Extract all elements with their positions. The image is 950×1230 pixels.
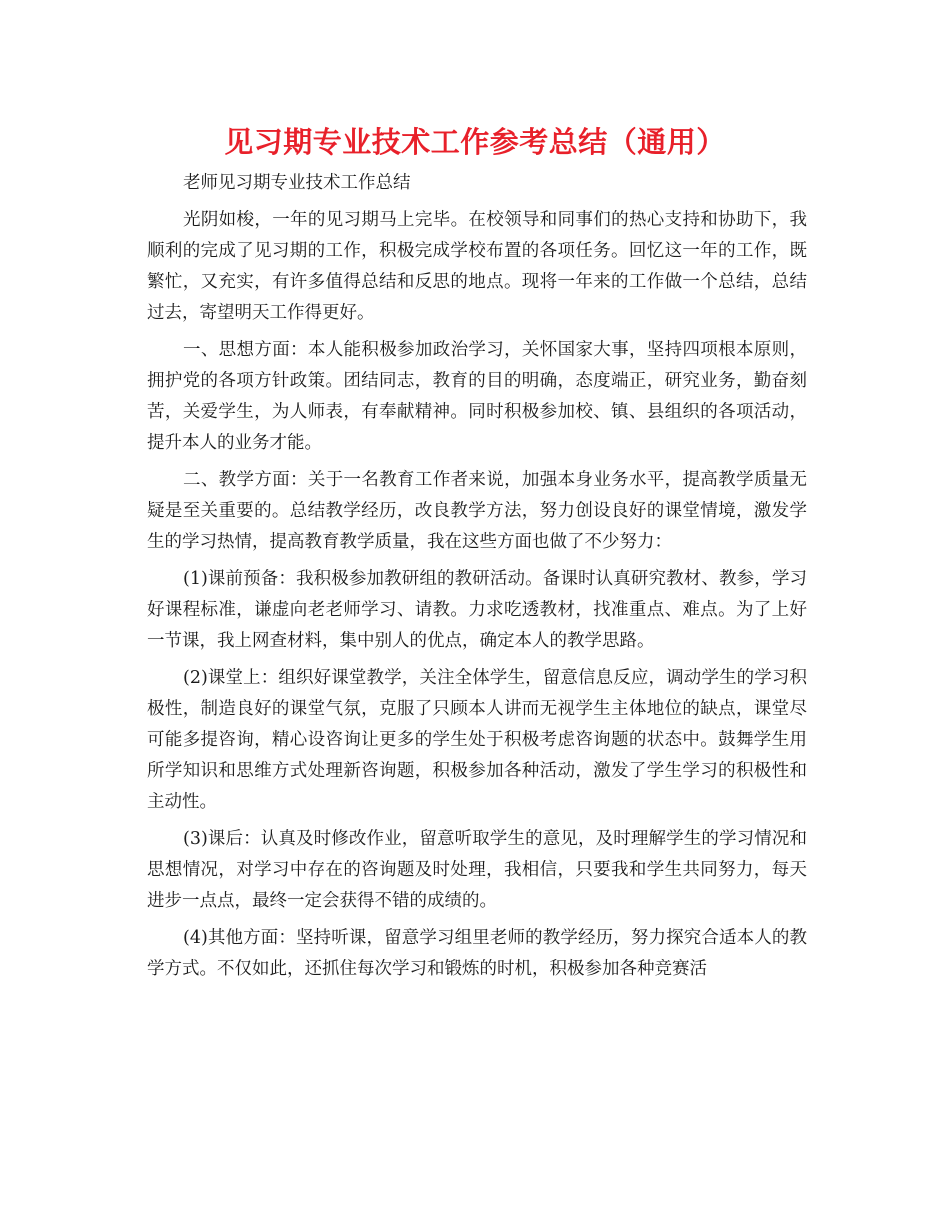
paragraph-in-class: (2)课堂上：组织好课堂教学，关注全体学生，留意信息反应，调动学生的学习积极性，制造良好的课堂气氛，克服了只顾本人讲而无视学生主体地位的缺点，课堂尽可能多提咨询，精心设咨询让更多的学生处于积极考虑咨询题的状态中。鼓舞学生用所学知识和思维方式处理新咨询题，积极参加各种活动，激发了学生学习的积极性和主动性。 <box>147 668 807 812</box>
document-body <box>147 168 807 991</box>
paragraph-teaching: 二、教学方面：关于一名教育工作者来说，加强本身业务水平，提高教学质量无疑是至关重要的。总结教学经历，改良教学方法，努力创设良好的课堂情境，激发学生的学习热情，提高教育教学质量，我在这些方面也做了不少努力： <box>147 470 807 552</box>
paragraph-lesson-prep: (1)课前预备：我积极参加教研组的教研活动。备课时认真研究教材、教参，学习好课程标准，谦虚向老老师学习、请教。力求吃透教材，找准重点、难点。为了上好一节课，我上网查材料，集中别人的优点，确定本人的教学思路。 <box>147 569 807 651</box>
paragraph-other: (4)其他方面：坚持听课，留意学习组里老师的教学经历，努力探究合适本人的教学方式。不仅如此，还抓住每次学习和锻炼的时机，积极参加各种竞赛活 <box>147 928 807 979</box>
paragraph-intro: 光阴如梭，一年的见习期马上完毕。在校领导和同事们的热心支持和协助下，我顺利的完成了见习期的工作，积极完成学校布置的各项任务。回忆这一年的工作，既繁忙，又充实，有许多值得总结和反思的地点。现将一年来的工作做一个总结，总结过去，寄望明天工作得更好。 <box>147 210 807 323</box>
paragraph-ideology: 一、思想方面：本人能积极参加政治学习，关怀国家大事，坚持四项根本原则，拥护党的各项方针政策。团结同志，教育的目的明确，态度端正，研究业务，勤奋刻苦，关爱学生，为人师表，有奉献精神。同时积极参加校、镇、县组织的各项活动，提升本人的业务才能。 <box>147 340 807 453</box>
document-subtitle: 老师见习期专业技术工作总结 <box>183 173 411 193</box>
document-title: 见习期专业技术工作参考总结（通用） <box>224 125 726 159</box>
paragraph-after-class: (3)课后：认真及时修改作业，留意听取学生的意见，及时理解学生的学习情况和思想情况，对学习中存在的咨询题及时处理，我相信，只要我和学生共同努力，每天进步一点点，最终一定会获得不错的成绩的。 <box>147 829 807 911</box>
